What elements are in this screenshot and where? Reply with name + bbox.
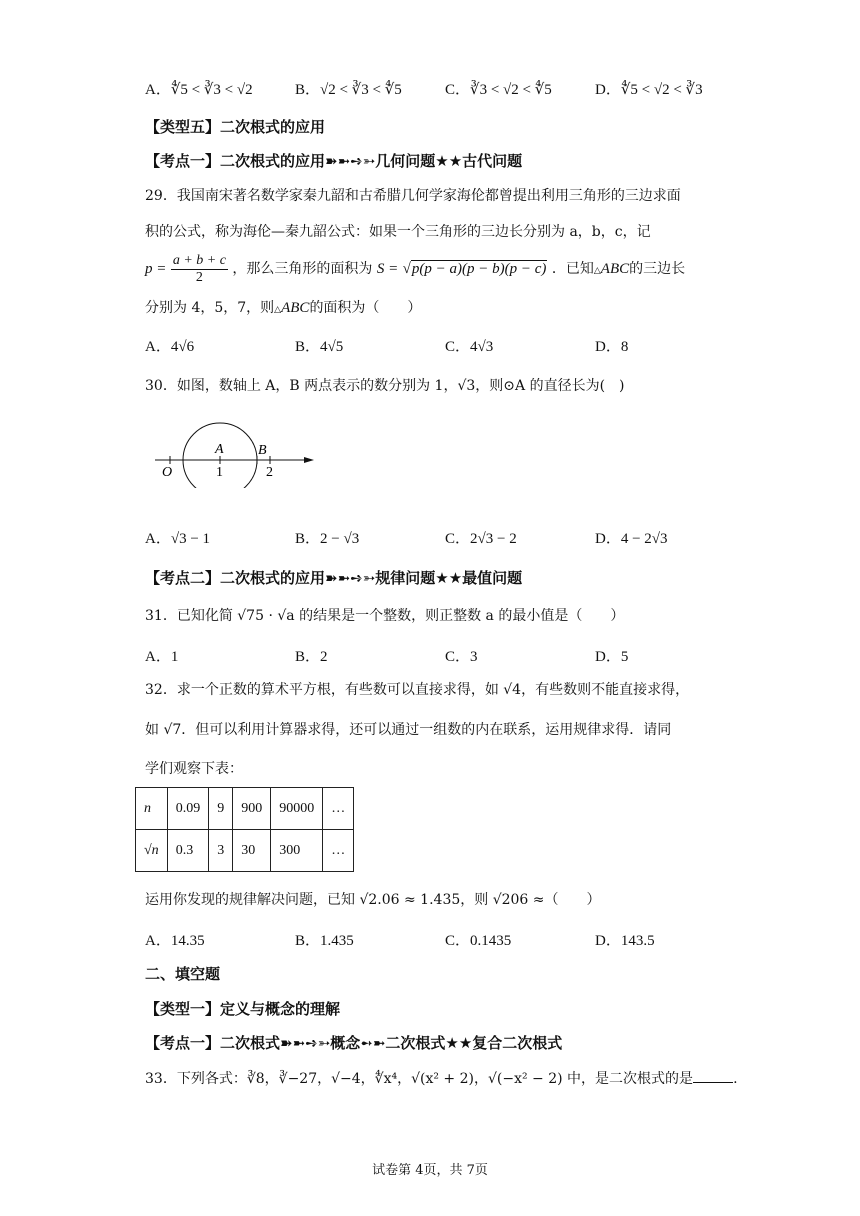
- p-equation: p =: [145, 261, 167, 277]
- kaodian1-heading: 【考点一】二次根式的应用➽➼➺➳几何问题★★古代问题: [145, 152, 523, 170]
- q32-option-a: A．14.35: [145, 933, 205, 949]
- triangle-icon: △: [274, 305, 282, 315]
- q32-line3: 学们观察下表：: [145, 761, 243, 777]
- q29-option-a: A．4√6: [145, 339, 195, 355]
- q29-after-tri: 的三边长: [629, 261, 686, 277]
- table-cell: 300: [271, 830, 323, 872]
- table-row: [136, 830, 354, 872]
- triangle-name: ABC: [600, 261, 630, 277]
- q29-after-s: ．已知: [551, 261, 594, 277]
- q31-option-d: D．5: [595, 649, 629, 665]
- q32-line2: 如 √7．但可以利用计算器求得，还可以通过一组数的内在联系，运用规律求得．请同: [145, 722, 672, 738]
- table-cell: 0.09: [167, 788, 209, 830]
- page-footer: 试卷第 4页，共 7页: [372, 1163, 488, 1178]
- arrow-icon: [304, 457, 314, 463]
- q32-options: [145, 930, 745, 952]
- section-type5-heading: 【类型五】二次根式的应用: [145, 118, 326, 136]
- q29-line4: 分别为 4，5，7，则△ABC的面积为（ ）: [145, 300, 422, 316]
- q32-line1: 32．求一个正数的算术平方根，有些数可以直接求得，如 √4，有些数则不能直接求得，: [145, 682, 690, 698]
- q28-option-a: A．∜5 < ∛3 < √2: [145, 82, 253, 98]
- table-cell: 30: [233, 830, 271, 872]
- q29-option-b: B．4√5: [295, 339, 344, 355]
- section-type1-heading: 【类型一】定义与概念的理解: [145, 1000, 341, 1018]
- triangle-icon: △: [593, 266, 601, 276]
- table-row: [136, 788, 354, 830]
- number-line-figure: [150, 418, 330, 488]
- table-cell: …: [323, 830, 354, 872]
- answer-blank[interactable]: [693, 1069, 733, 1083]
- s-equation: S =: [376, 261, 399, 277]
- q28-option-c: C．∛3 < √2 < ∜5: [445, 82, 552, 98]
- q31-option-b: B．2: [295, 649, 328, 665]
- label-2: 2: [266, 465, 273, 480]
- q31-option-a: A．1: [145, 649, 179, 665]
- table-cell: n: [136, 788, 168, 830]
- q32-question: 运用你发现的规律解决问题，已知 √2.06 ≈ 1.435，则 √206 ≈（ ）: [145, 892, 601, 908]
- q32-option-d: D．143.5: [595, 933, 655, 949]
- label-1: 1: [216, 465, 223, 480]
- q30-text: 30．如图，数轴上 A，B 两点表示的数分别为 1，√3，则⊙A 的直径长为( ): [145, 378, 625, 394]
- sqrt-sign: √: [402, 261, 411, 277]
- q33-text: 33．下列各式：∛8，∛−27，√−4，∜x⁴，√(x² + 2)，√(−x² − 2) 中，是二次根式的是 .: [145, 1071, 738, 1087]
- q30-options: [145, 528, 745, 550]
- table-cell: √n: [136, 830, 168, 872]
- q30-option-d: D．4 − 2√3: [595, 531, 668, 547]
- section2-heading: 二、填空题: [145, 965, 221, 983]
- label-o: O: [162, 465, 173, 480]
- q29-option-c: C．4√3: [445, 339, 494, 355]
- table-cell: 900: [233, 788, 271, 830]
- q32-option-b: B．1.435: [295, 933, 354, 949]
- table-cell: 0.3: [167, 830, 209, 872]
- q29-mid-text: ，那么三角形的面积为: [232, 261, 373, 277]
- table-cell: 3: [209, 830, 233, 872]
- q29-line2: 积的公式，称为海伦—秦九韶公式：如果一个三角形的三边长分别为 a，b，c，记: [145, 224, 651, 240]
- table-cell: …: [323, 788, 354, 830]
- q28-option-d: D．∜5 < √2 < ∛3: [595, 82, 703, 98]
- q32-option-c: C．0.1435: [445, 933, 512, 949]
- kaodian2-heading: 【考点二】二次根式的应用➽➼➺➳规律问题★★最值问题: [145, 569, 523, 587]
- q31-options: [145, 646, 745, 668]
- q30-option-c: C．2√3 − 2: [445, 531, 517, 547]
- q31-text: 31．已知化简 √75 · √a 的结果是一个整数，则正整数 a 的最小值是（ ）: [145, 608, 625, 624]
- s-radicand: p(p − a)(p − b)(p − c): [411, 261, 547, 277]
- sqrt-table: [135, 787, 354, 872]
- table-cell: 90000: [271, 788, 323, 830]
- q30-option-a: A．√3 − 1: [145, 531, 211, 547]
- q31-option-c: C．3: [445, 649, 478, 665]
- q30-option-b: B．2 − √3: [295, 531, 360, 547]
- kaodian3-heading: 【考点一】二次根式➽➼➺➳概念➻➼二次根式★★复合二次根式: [145, 1034, 563, 1052]
- q28-option-b: B．√2 < ∛3 < ∜5: [295, 82, 402, 98]
- q29-option-d: D．8: [595, 339, 629, 355]
- p-fraction: $\frac{a + b + c}{2}$: [172, 252, 226, 285]
- q28-options: [145, 79, 745, 101]
- label-b: B: [258, 443, 267, 458]
- q29-line1: 29．我国南宋著名数学家秦九韶和古希腊几何学家海伦都曾提出利用三角形的三边求面: [145, 188, 681, 204]
- table-cell: 9: [209, 788, 233, 830]
- q29-line3: [145, 252, 685, 288]
- q29-options: [145, 336, 745, 358]
- label-a: A: [215, 442, 224, 457]
